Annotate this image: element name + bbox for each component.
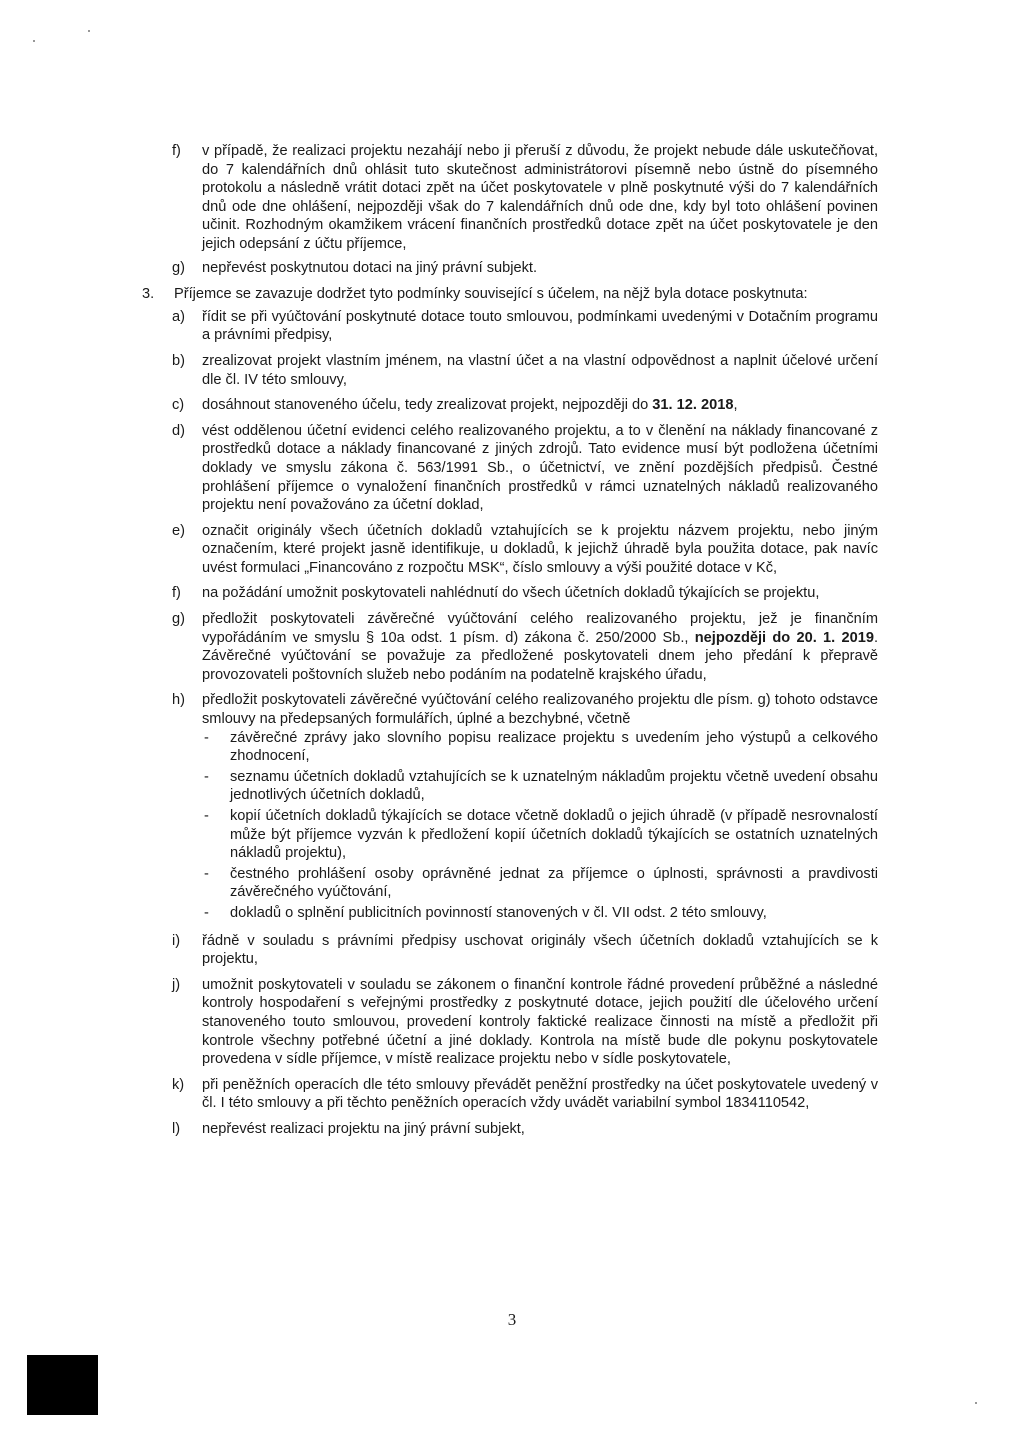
list-item-g [172, 610, 878, 684]
list-item-text: předložit poskytovateli závěrečné vyúčtování celého realizovaného projektu dle písm. g) tohoto odstavce smlouvy na předepsaných formulářích, úplné a bezchybné, včetně [202, 692, 878, 728]
list-item-text: při peněžních operacích dle této smlouvy převádět peněžní prostředky na účet poskytovatele uvedený v čl. I této smlouvy a při těchto peněžních operacích vždy uvádět variabilní symbol 1834110542, [202, 1076, 878, 1112]
list-item-text [202, 396, 878, 415]
list-item-text: vést oddělenou účetní evidenci celého realizovaného projektu, a to v členění na náklady financované z prostředků dotace a náklady financované z jiných zdrojů. Tato evidence musí být podložena účetními doklady ve smyslu zákona č. 563/1991 Sb., o účetnictví, ve znění pozdějších předpisů. Čestné prohlášení příjemce o vynaložení finančních prostředků v rámci uznatelných nákladů realizovaného projektu není považováno za účetní doklad, [202, 422, 878, 514]
list-marker: l) [172, 1120, 181, 1137]
text-run: dosáhnout stanoveného účelu, tedy zrealizovat projekt, nejpozději do [202, 397, 653, 414]
list-item-text: nepřevést poskytnutou dotaci na jiný právní subjekt. [202, 259, 538, 276]
list-marker: b) [172, 352, 185, 369]
list-marker: f) [172, 143, 181, 159]
list-item [172, 142, 878, 254]
list-marker: j) [172, 976, 181, 993]
bullet-text: kopií účetních dokladů týkajících se dotace včetně dokladů o jejich úhradě (v případě nesrovnalostí může být příjemce vyzván k předložení kopií účetních dokladů týkajících se ostatních uznatelných nákladů projektu), [230, 808, 878, 862]
list-item-content [202, 691, 878, 924]
list-item-text [202, 610, 878, 684]
list-item [172, 259, 878, 278]
bullet-dash: - [204, 808, 209, 824]
list-item-c [172, 396, 878, 415]
section-3-heading [142, 285, 878, 304]
list-item-f [172, 584, 878, 603]
bullet-item [202, 768, 878, 805]
list-item-text: na požádání umožnit poskytovateli nahlédnutí do všech účetních dokladů týkajících se projektu, [202, 585, 820, 602]
list-item-text: zrealizovat projekt vlastním jménem, na vlastní účet a na vlastní odpovědnost a naplnit účelové určení dle čl. IV této smlouvy, [202, 352, 878, 388]
deadline-date: 31. 12. 2018 [652, 397, 734, 414]
list-marker: g) [172, 611, 185, 628]
bullet-item [202, 865, 878, 902]
bullet-item [202, 729, 878, 766]
list-item-d [172, 422, 878, 515]
scan-speck [88, 30, 90, 32]
list-marker: c) [172, 397, 185, 414]
bullet-dash: - [204, 729, 209, 746]
bullet-dash: - [204, 904, 209, 921]
bullet-text: dokladů o splnění publicitních povinností stanovených v čl. VII odst. 2 této smlouvy, [230, 904, 767, 921]
list-item-text: řídit se při vyúčtování poskytnuté dotace touto smlouvou, podmínkami uvedenými v Dotačním programu a právními předpisy, [202, 308, 878, 344]
bullet-text: čestného prohlášení osoby oprávněné jednat za příjemce o úplnosti, správnosti a pravdivosti závěrečného vyúčtování, [230, 865, 878, 901]
list-marker: h) [172, 692, 185, 709]
list-item-text: označit originály všech účetních dokladů vztahujících se k projektu názvem projektu, nebo jiným označením, které projekt jasně identifikuje, u dokladů, k jejichž úhradě byla použita dotace, pak navíc uvést formulaci „Financováno z rozpočtu MSK“, číslo smlouvy a výši použité dotace v Kč, [202, 522, 878, 576]
text-run: , [733, 397, 738, 414]
bullet-text: seznamu účetních dokladů vztahujících se k uznatelným nákladům projektu včetně uvedení obsahu jednotlivých účetních dokladů, [230, 768, 878, 804]
list-item-l [172, 1120, 878, 1139]
bullet-dash: - [204, 865, 209, 882]
deadline-date: nejpozději do 20. 1. 2019 [694, 629, 874, 646]
bullet-dash: - [204, 768, 209, 785]
document-body [142, 142, 878, 1146]
list-item-text: umožnit poskytovateli v souladu se zákonem o finanční kontrole řádné provedení průběžné a následné kontroly hospodaření s veřejnými prostředky z poskytnuté dotace, jejich použití dle účelového určení stanoveného touto smlouvou, provedení kontroly faktické realizace činnosti na místě a předložit při kontrole všechny potřebné účetní a jiné doklady. Kontrola na místě bude dle pokynu poskytovatele provedena v sídle příjemce, v místě realizace projektu nebo v sídle poskytovatele, [202, 976, 878, 1068]
bullet-item [202, 807, 878, 863]
bullet-text: závěrečné zprávy jako slovního popisu realizace projektu s uvedením jeho výstupů a celkového zhodnocení, [230, 729, 878, 765]
list-item-i [172, 932, 878, 969]
list-item-h [172, 691, 878, 924]
list-item-k [172, 1076, 878, 1113]
text-run: . Závěrečné vyúčtování se považuje za předložené poskytovateli dnem jeho předání k přepravě provozovateli poštovních služeb nebo podáním na podatelně krajského úřadu, [202, 629, 878, 683]
redaction-box [27, 1355, 98, 1415]
list-item-b [172, 352, 878, 389]
list-marker: d) [172, 422, 185, 439]
list-item-text: v případě, že realizaci projektu nezahájí nebo ji přeruší z důvodu, že projekt nebude dále uskutečňovat, do 7 kalendářních dnů ohlásit tuto skutečnost administrátorovi písemně nebo ústně do písemného protokolu a následně vrátit dotaci zpět na účet poskytovatele v plně poskytnuté výši do 7 kalendářních dnů ode dne ohlášení, nejpozději však do 7 kalendářních dnů ode dne, kdy byl toto ohlášení povinen učinit. Rozhodným okamžikem vrácení finančních prostředků dotace zpět na účet poskytovatele je den jejich odepsání z účtu příjemce, [202, 143, 878, 252]
list-item-a [172, 308, 878, 345]
list-marker: g) [172, 259, 185, 276]
section-number: 3. [142, 286, 155, 303]
section-intro: Příjemce se zavazuje dodržet tyto podmínky související s účelem, na nějž byla dotace poskytnuta: [174, 286, 808, 303]
scan-speck [975, 1402, 977, 1404]
list-item-text: nepřevést realizaci projektu na jiný právní subjekt, [202, 1120, 525, 1137]
list-item-j [172, 976, 878, 1069]
list-marker: e) [172, 522, 185, 539]
page-number: 3 [507, 1310, 517, 1329]
scan-speck [33, 40, 35, 42]
text-run: předložit poskytovateli závěrečné vyúčtování celého realizovaného projektu, jež je finančním vypořádáním ve smyslu § 10a odst. 1 písm. d) zákona č. 250/2000 Sb., [202, 611, 878, 646]
list-marker: i) [172, 932, 181, 949]
list-marker: a) [172, 308, 185, 325]
bullet-item [202, 904, 878, 923]
list-marker: f) [172, 585, 181, 602]
list-item-e [172, 522, 878, 578]
list-marker: k) [172, 1076, 185, 1093]
list-item-text: řádně v souladu s právními předpisy uschovat originály všech účetních dokladů vztahujících se k projektu, [202, 932, 878, 968]
